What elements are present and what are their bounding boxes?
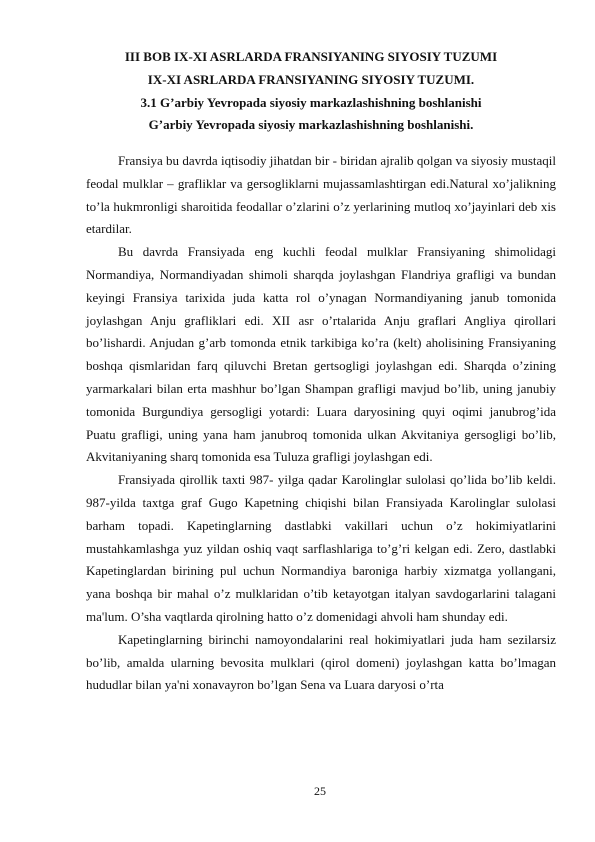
section-title: 3.1 G’arbiy Yevropada siyosiy markazlashishning boshlanishi [140, 94, 482, 110]
section-subtitle: G’arbiy Yevropada siyosiy markazlashishning boshlanishi. [148, 117, 474, 133]
paragraph: Kapetinglarning birinchi namoyondalarini real hokimiyatlari juda ham sezilarsiz bo’lib, amalda ularning bevosita mulklari (qirol domeni) joylashgan katta bo’lmagan hududlar bilan ya'ni xonavayron bo’lgan Sena va Luara daryosi o’rta [86, 631, 556, 693]
paragraph: Bu davrda Fransiyada eng kuchli feodal mulklar Fransiyaning shimolidagi Normandiya, Normandiyadan shimoli sharqda joylashgan Flandriya grafligi va bundan keyingi Fransiya tarixida juda katta rol o’ynagan Normandiyaning janub tomonida joylashgan Anju grafliklari edi. XII asr o’rtalarida Anju graflari Angliya qirollari bo’lishardi. Anjudan g’arb tomonda etnik tarkibiga ko’ra (kelt) aholisining Fransiyaning boshqa qismlaridan farq qiluvchi Bretan gertsogligi joylashgan edi. Sharqda o’zining yarmarkalari bilan erta mashhur bo’lgan Shampan grafligi mavjud bo’lib, uning janubiy tomonida Burgundiya gersogligi yotardi: Luara daryosining quyi oqimi janubrog’ida Puatu grafligi, uning yana ham janubroq tomonida ulkan Akvitaniya gersogligi bo’lib, Akvitaniyaning sharq tomonida esa Tuluza grafligi joylashgan edi. [86, 244, 556, 465]
body-text [86, 150, 556, 697]
heading-block [86, 46, 536, 137]
chapter-subtitle: IX-XI ASRLARDA FRANSIYANING SIYOSIY TUZUMI. [147, 71, 475, 87]
paragraph: Fransiyada qirollik taxti 987- yilga qadar Karolinglar sulolasi qo’lida bo’lib keldi. 987-yilda taxtga graf Gugo Kapetning chiqishi bilan Fransiyada Karolinglar sulolasi barham topadi. Kapetinglarning dastlabki vakillari uchun o’z hokimiyatlarini mustahkamlashga yuz yildan oshiq vaqt sarflashlariga to’g’ri kelgan edi. Zero, dastlabki Kapetinglardan birining pul uchun Normandiya baroniga harbiy xizmatga yollangani, yana boshqa bir mahal o’z mulklaridan o’tib ketayotgan italyan savdogarlarini talagani ma'lum. O’sha vaqtlarda qirolning hatto o’z domenidagi ahvoli ham shunday edi. [86, 472, 556, 624]
page-number: 25 [314, 784, 326, 798]
chapter-title: III BOB IX-XI ASRLARDA FRANSIYANING SIYOSIY TUZUMI [124, 49, 498, 64]
paragraph: Fransiya bu davrda iqtisodiy jihatdan bir - biridan ajralib qolgan va siyosiy mustaqil feodal mulklar – grafliklar va gersogliklarni mujassamlashtirgan edi.Natural xo’jalikning to’la hukmronligi sharoitida feodallar o’zlarini o’z yerlarining mutloq xo’jayinlari deb xis etardilar. [86, 153, 556, 237]
